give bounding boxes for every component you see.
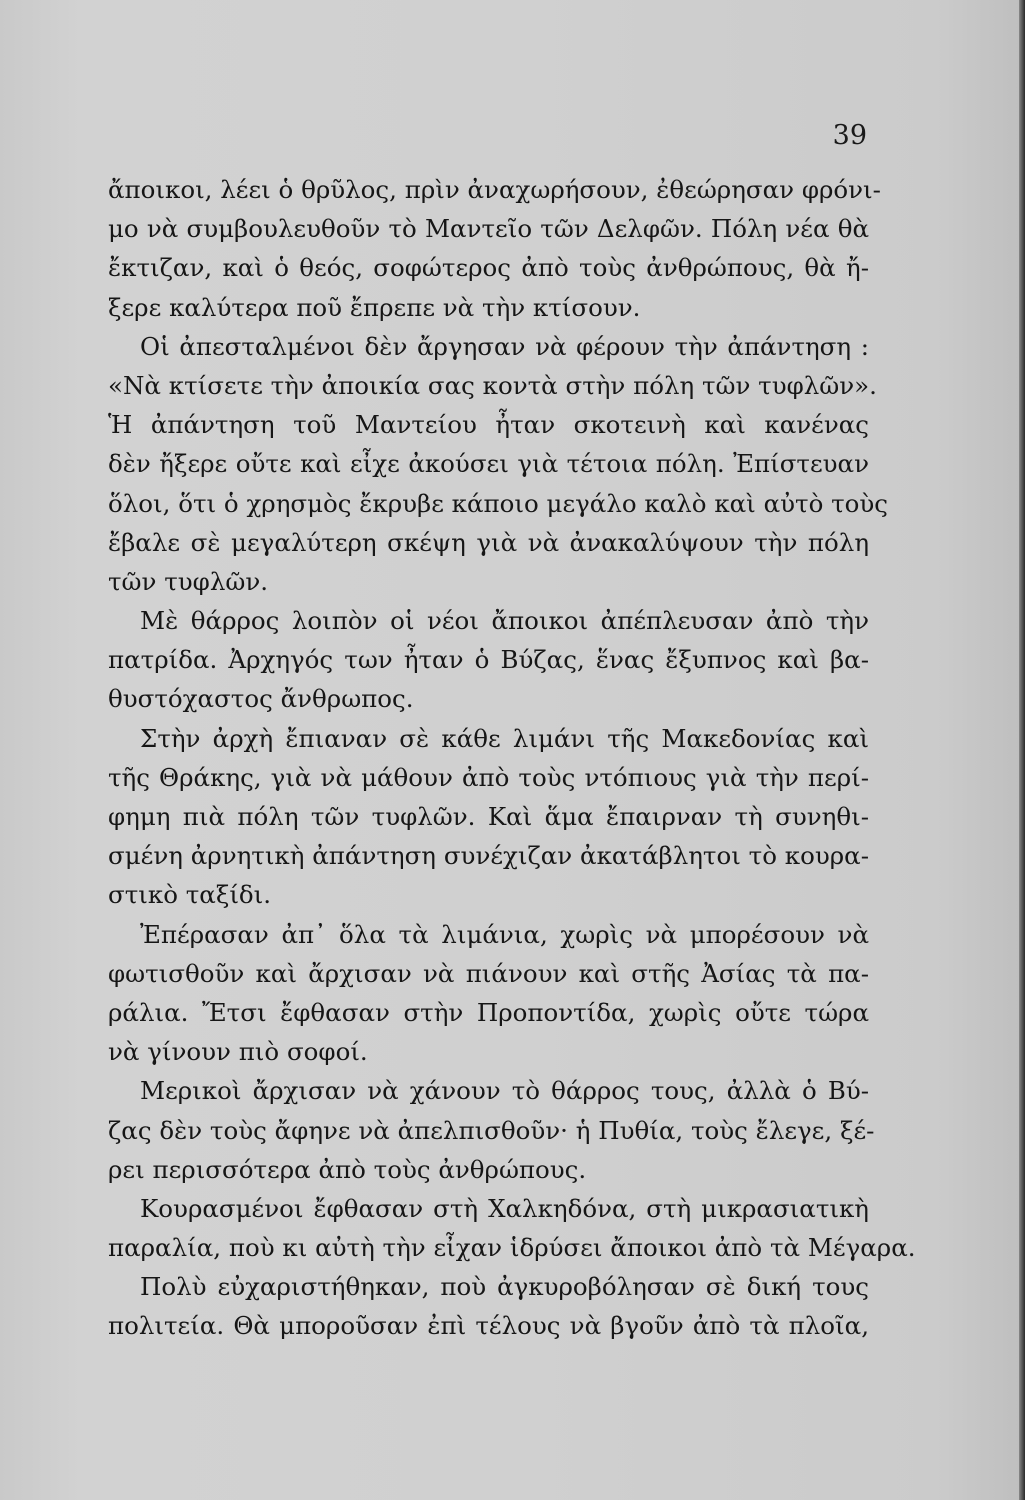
text-line: ρει περισσότερα ἀπὸ τοὺς ἀνθρώπους.	[108, 1154, 587, 1184]
text-line: πατρίδα. Ἀρχηγός των ἦταν ὁ Βύζας, ἕνας ἔξυπνος καὶ βα-	[108, 645, 869, 675]
text-line: Ἡ ἀπάντηση τοῦ Μαντείου ἦταν σκοτεινὴ καὶ κανένας	[108, 410, 869, 440]
text-line: ράλια. Ἔτσι ἔφθασαν στὴν Προποντίδα, χωρὶς οὔτε τώρα	[108, 997, 869, 1027]
text-line: τῆς Θράκης, γιὰ νὰ μάθουν ἀπὸ τοὺς ντόπιους γιὰ τὴν περί-	[108, 762, 869, 792]
text-line: πολιτεία. Θὰ μποροῦσαν ἐπὶ τέλους νὰ βγοῦν ἀπὸ τὰ πλοῖα,	[108, 1311, 869, 1341]
text-line: ξερε καλύτερα ποῦ ἔπρεπε νὰ τὴν κτίσουν.	[108, 292, 641, 322]
text-line: ἔβαλε σὲ μεγαλύτερη σκέψη γιὰ νὰ ἀνακαλύψουν τὴν πόλη	[108, 527, 869, 557]
text-line: μο νὰ συμβουλευθοῦν τὸ Μαντεῖο τῶν Δελφῶν. Πόλη νέα θὰ	[108, 214, 869, 244]
text-line: ζας δὲν τοὺς ἄφηνε νὰ ἀπελπισθοῦν· ἡ Πυθία, τοὺς ἔλεγε, ξέ-	[108, 1115, 875, 1145]
text-line: ἄποικοι, λέει ὁ θρῦλος, πρὶν ἀναχωρήσουν, ἐθεώρησαν φρόνι-	[108, 175, 881, 204]
text-line: Μὲ θάρρος λοιπὸν οἱ νέοι ἄποικοι ἀπέπλευσαν ἀπὸ τὴν	[140, 606, 869, 636]
page-number: 39	[832, 120, 867, 151]
text-line: τῶν τυφλῶν.	[108, 566, 269, 596]
text-line: Πολὺ εὐχαριστήθηκαν, ποὺ ἀγκυροβόλησαν σὲ δική τους	[140, 1272, 869, 1302]
text-line: σμένη ἀρνητικὴ ἀπάντηση συνέχιζαν ἀκατάβλητοι τὸ κουρα-	[108, 841, 869, 871]
text-line: νὰ γίνουν πιὸ σοφοί.	[108, 1037, 368, 1067]
text-line: Μερικοὶ ἄρχισαν νὰ χάνουν τὸ θάρρος τους, ἀλλὰ ὁ Βύ-	[140, 1076, 869, 1106]
text-line: φωτισθοῦν καὶ ἄρχισαν νὰ πιάνουν καὶ στῆς Ἀσίας τὰ πα-	[108, 958, 869, 988]
text-line: φημη πιὰ πόλη τῶν τυφλῶν. Καὶ ἅμα ἔπαιρναν τὴ συνηθι-	[108, 802, 869, 831]
text-line: ὅλοι, ὅτι ὁ χρησμὸς ἔκρυβε κάποιο μεγάλο καλὸ καὶ αὐτὸ τοὺς	[108, 488, 889, 518]
text-line: Ἐπέρασαν ἀπ᾽ ὅλα τὰ λιμάνια, χωρὶς νὰ μπορέσουν νὰ	[140, 919, 869, 949]
text-line: «Νὰ κτίσετε τὴν ἀποικία σας κοντὰ στὴν πόλη τῶν τυφλῶν».	[108, 370, 877, 400]
body-text	[108, 170, 916, 1346]
text-line: Στὴν ἀρχὴ ἔπιαναν σὲ κάθε λιμάνι τῆς Μακεδονίας καὶ	[140, 723, 869, 753]
page-edge-shadow	[1019, 0, 1025, 1500]
text-line: θυστόχαστος ἄνθρωπος.	[108, 684, 414, 714]
text-line: Κουρασμένοι ἔφθασαν στὴ Χαλκηδόνα, στὴ μικρασιατικὴ	[140, 1193, 869, 1223]
text-line: δὲν ἤξερε οὔτε καὶ εἶχε ἀκούσει γιὰ τέτοια πόλη. Ἐπίστευαν	[108, 449, 869, 479]
text-line: ἔκτιζαν, καὶ ὁ θεός, σοφώτερος ἀπὸ τοὺς ἀνθρώπους, θὰ ἤ-	[108, 253, 869, 283]
text-line: παραλία, ποὺ κι αὐτὴ τὴν εἶχαν ἱδρύσει ἄποικοι ἀπὸ τὰ Μέγαρα.	[108, 1233, 916, 1263]
text-line: Οἱ ἀπεσταλμένοι δὲν ἄργησαν νὰ φέρουν τὴν ἀπάντηση :	[140, 331, 869, 361]
text-line: στικὸ ταξίδι.	[108, 880, 272, 910]
